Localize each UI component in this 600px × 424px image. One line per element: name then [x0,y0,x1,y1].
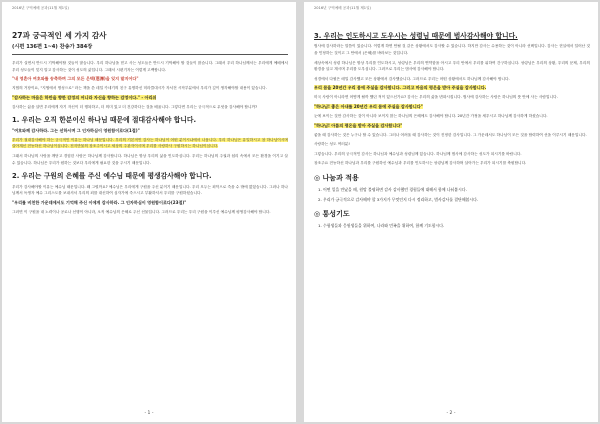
page-number: - 2 - [446,411,456,416]
paragraph: 범사에 감사하라는 말씀이 있습니다. 이렇게 하면 안될 것 같은 상황에서도 감사할 수 있습니다. 하지만 감사는 수용하는 것이 아니라 선택입니다. 감사는 현실에서 일어난 것을 인정하는 것이고 그 안에서 (은혜)를 바라보는 것입니다. [314,44,590,56]
section-share-heading: ◎ 나눔과 적용 [314,173,359,182]
section-verse: "여호와께 감사하라. 그는 선하시며 그 인자하심이 영원함이로다(1절)" [12,127,140,133]
running-head: 2016년 구역예배 공과(11월 제1일) [12,6,69,10]
paragraph: 감사하는 삶을 살면 우리에게 자기 자신이 더 행복하고, 더 의미 있고 더 건강하다는 것을 배웁니다. 그렇다면 우리는 궁극적으로 무엇을 감사해야 합니까? [12,104,258,109]
paragraph: 그러면 이 구원을 내 노력이나 공로나 선행이 아니라, 오직 예수님의 은혜로 주신 선물입니다. 그러므로 우리는 우리 구원을 이루신 예수님께 평생감사해야 합니다. [12,209,271,214]
share-item: 2. 우리가 궁극적으로 감사해야 할 3가지가 무엇인지 다시 정리하고, 범사감사를 결단해봅시다. [318,196,479,202]
share-item: 1. 어떤 일을 만났을 때, 원망 불평하면 감사 감사했던 경험들에 대해서 함께 나눠봅시다. [318,186,467,192]
highlight-line: "하나님! 아름의 평온을 받아 주실을 감사합니다" [314,122,403,128]
paragraph: 창조주요 전능하신 하나님과 우리를 구원하신 예수님과 우리를 인도하시는 성령님께 감사하며 살아가는 우리가 되시기를 축원합니다. [314,161,527,166]
paragraph: 우리가 감사해야할 이유는 예수님 때문입니다. 왜 그럴까요? 예수님은 우리에게 구원을 주신 분이기 때문입니다. 우리 모두는 죄악으로 죽을 수 밖에 없었습니다. 그러나 하나님께서 독생자 예수 그리스도를 보내셔서 우리의 죄를 대신하여 십자가에 죽으시고 부활하셔서 우리를 구원하셨습니다. [12,184,288,196]
intro-verse: "내 영혼아 여호와를 송축하며 그의 모든 은택(恩澤)을 잊지 말지어다" [12,76,139,82]
paragraph: 눈에 보이는 것만 감사하는 것이 아니라 보이지 않는 하나님의 은혜에도 감사해야 합니다. 20년간 가정을 세우시고 하나님께 감사하게 하셨습니다. [314,113,548,118]
closing-line: 사랑하는 성도 여러분! [314,142,350,147]
paragraph: 좋을 때 감사하는 것은 누구나 할 수 있습니다. 그러나 어려울 때 감사하는 것이 진정한 감사입니다. 그 가운데서도 하나님이 모든 것을 합력하여 선을 이루시기 때문입니다. [314,132,587,137]
section-heading-3: 3. 우리는 인도하시고 도우시는 성령님 때문에 범사감사해야 합니다. [314,32,518,40]
document-page-1 [2,2,296,422]
highlight-line: 우리 몸을 20년간 우리 몸에 주실을 감사합니다. 그러고 마음의 평온을 받아 주실을 감사합니다. [314,85,487,91]
lesson-subtitle: (시편 136편 1~4) 찬송가 384장 [12,44,93,50]
paragraph: 지엽의 거장이요, "지엽에서 명성으로" 라는 책을 쓴 데일 카네기의 친구 유명하신 미라클대시가 자서전 시작부분에서 우리가 깊이 생각해야할 내용이 있습니다. [12,86,267,91]
section-heading-1: 1. 우리는 오직 한분이신 하나님 때문에 절대감사해야 합니다. [12,116,197,125]
paragraph: 미국 사람이 아니라면 어떻게 될까 했던 적이 있으신가요? 감사는 우리의 삶을 변화시킵니다. 범사에 감사하는 사람은 하나님의 뜻 안에 사는 사람입니다. [314,95,558,100]
paragraph: 세상속에서 성령 하나님은 항상 우리를 인도하시고, 성령님은 우리의 연약함을 아시고 우리 안에서 우리를 위하여 간구하십니다. 성령님은 우리의 상황, 우리의 문제, 우리의 환경을 알고 계시며 우리를 도우십니다. 그러므로 우리는 범사에 감사해야 합니다. [314,60,590,72]
divider [12,54,288,55]
paragraph: 우리가 절대감사해야 하는 궁극적인 이유는 하나님 때문입니다. 우리의 기본적인 감사는 하나님이 어떤 분이시냐에서 나옵니다. 우리 하나님은 유일하시고 참 하나님이시며 살아계신 전능하신 하나님이십니다. 천지만물의 창조주이시고 세상의 주관자이시며 우리를 사랑하사 구원하시는 하나님이십니다. [12,137,288,149]
intro-paragraph: 우리가 살면서 반드시 기억해야할 것들이 많습니다. 우리 하나님을 믿고 사는 성도들은 반드시 기억해야 할 것들이 많습니다. 그래서 우리 하나님께서는 우리에게 예배에서 우리 성도들이 잊지 말고 감사하는 것이 성도의 삶입니다. 그래서 시편기자는 이렇게 고백합니다. [12,61,288,72]
section-verse: "우리를 비천한 가운데에서도 기억해 주신 이에게 감사하라. 그 인자하심이 영원함이로다(23절)" [12,199,187,205]
lesson-title: 27과 궁극적인 세 가지 감사 [12,31,107,40]
page-number: - 1 - [144,411,154,416]
section-prayer-heading: ◎ 통성기도 [314,209,350,218]
paragraph: 그렇습니다. 우리의 궁극적인 감사는 하나님과 예수님과 성령님께 있습니다. 하나님께 범사에 감사하는 성도가 되시기를 바랍니다. [314,151,522,156]
highlight-line: "하나님! 좋은 아내를 20년간 우리 몸에 주실을 감사합니다" [314,103,423,109]
document-page-2 [304,2,598,422]
prayer-item: 1. 수험생들과 응원생들을 위하여, 나라와 민족을 위하여, 함께 기도합시다. [318,222,445,228]
paragraph: 그래서 하나님의 사랑을 깨닫고 경험한 사람은 하나님께 감사합니다. 하나님은 항상 우리의 삶을 인도하십니다. 우리는 하나님의 주권과 섭리 속에서 모든 환경을 이기고 살 수 있습니다. 하나님은 우리가 원하는 것보다 우리에게 필요한 것을 주시기 때문입니다. [12,153,288,165]
quote: "감사하는 마음은 하만을 향한 감정의 어니라 자신을 향하는 감정이다." - 아리쉬 [12,94,157,100]
section-heading-2: 2. 우리는 구원의 은혜를 주신 예수님 때문에 평생감사해야 합니다. [12,172,212,181]
running-head: 2016년 구역예배 공과(11월 제1일) [314,6,371,10]
paragraph: 성경에서 다윗은 매일 감사했고 모든 상황에서 감사했습니다. 그러므로 우리는 어떤 상황에서도 하나님께 감사해야 합니다. [314,76,510,81]
